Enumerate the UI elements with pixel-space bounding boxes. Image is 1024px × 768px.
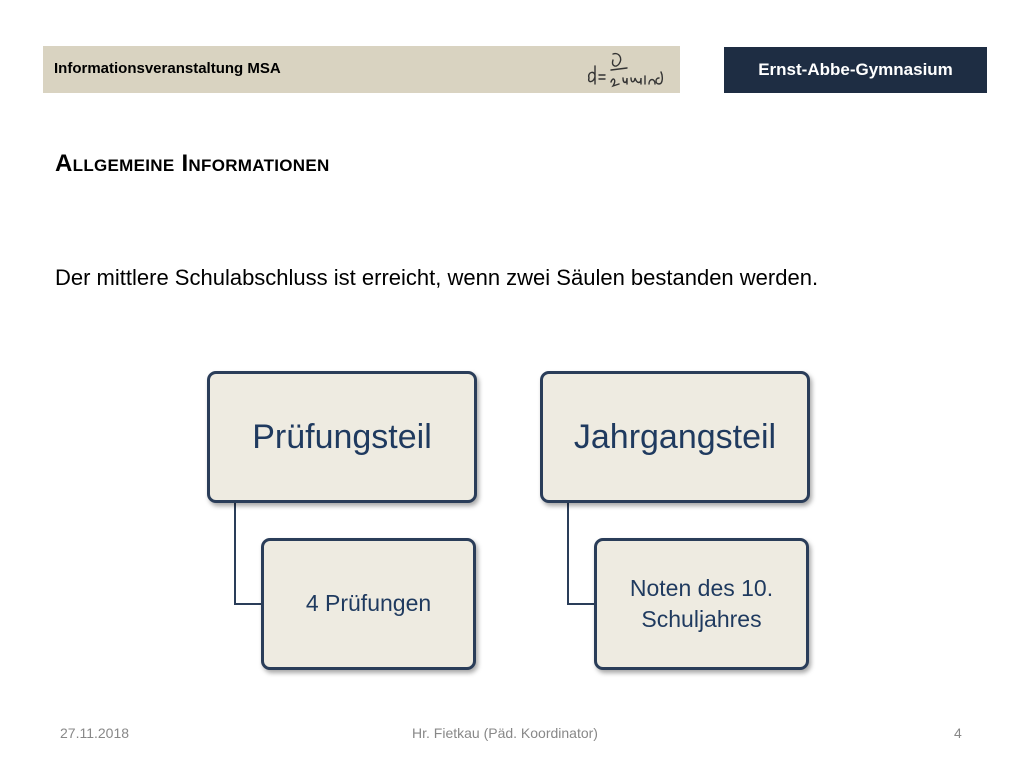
school-name-box [724,47,987,93]
pillar-child-card-noten [594,538,809,670]
connector-line-left [234,503,264,605]
footer-author: Hr. Fietkau (Päd. Koordinator) [412,725,598,741]
pillar-child-card-pruefungen [261,538,476,670]
footer-page-number: 4 [954,725,962,741]
pillar-label: Jahrgangsteil [573,417,777,456]
pillar-label: Prüfungsteil [252,417,432,456]
section-title: Allgemeine Informationen [55,150,330,177]
pillar-child-label: 4 Prüfungen [305,590,432,617]
pillar-card-pruefungsteil [207,371,477,503]
school-name: Ernst-Abbe-Gymnasium [758,60,953,79]
body-text: Der mittlere Schulabschluss ist erreicht, wenn zwei Säulen bestanden werden. [55,265,819,290]
signature-logo [583,48,673,92]
connector-line-right [567,503,597,605]
header-title: Informationsveranstaltung MSA [54,60,281,77]
header-bar [43,46,680,93]
pillar-child-label: Noten des 10. Schuljahres [629,574,774,632]
footer-date: 27.11.2018 [60,725,130,741]
pillar-card-jahrgangsteil [540,371,810,503]
